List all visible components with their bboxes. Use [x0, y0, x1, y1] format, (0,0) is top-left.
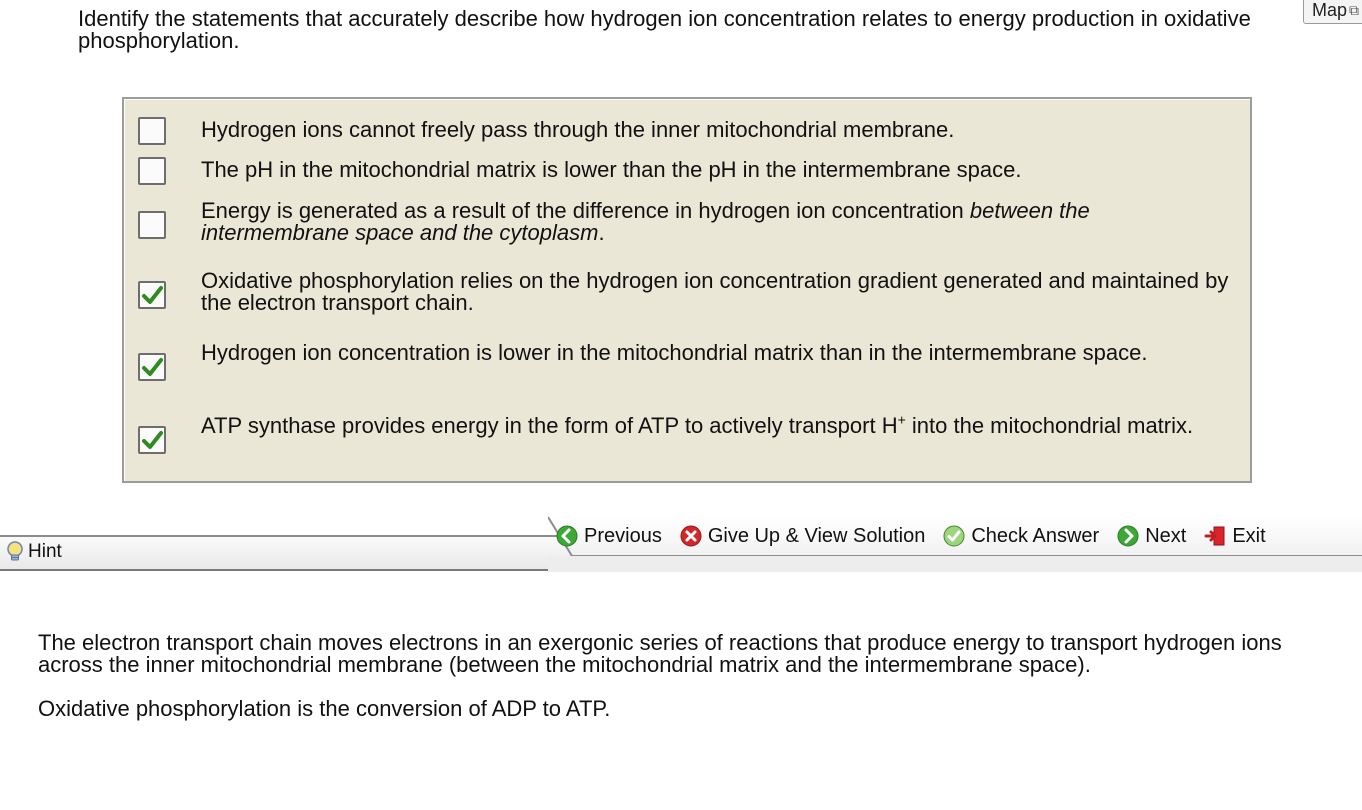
x-circle-icon [680, 525, 702, 547]
give-up-button[interactable] [680, 525, 926, 548]
choice-text-part: into the mitochondrial matrix. [905, 413, 1194, 438]
checkmark-icon [141, 356, 163, 378]
give-up-label: Give Up & View Solution [707, 524, 926, 547]
action-toolbar [0, 516, 1362, 576]
checkmark-icon [141, 429, 163, 451]
arrow-right-circle-icon [1117, 525, 1139, 547]
previous-button[interactable] [556, 525, 662, 548]
choice-text: The pH in the mitochondrial matrix is lower than the pH in the intermembrane space. [201, 157, 1022, 182]
explanation-paragraph: Oxidative phosphorylation is the conversion of ADP to ATP. [38, 696, 611, 721]
answer-choices-panel [122, 97, 1252, 483]
map-tab-label: Map [1311, 0, 1347, 20]
choice-text: Hydrogen ions cannot freely pass through the inner mitochondrial membrane. [201, 117, 955, 142]
next-button[interactable] [1117, 525, 1186, 548]
choice-checkbox[interactable] [138, 117, 166, 145]
map-tab[interactable] [1303, 0, 1362, 24]
explanation-section [38, 632, 1328, 742]
popout-icon: ⧉ [1349, 2, 1359, 18]
lightbulb-icon [6, 541, 24, 563]
choice-text [201, 411, 1231, 438]
choice-text-part: . [598, 220, 605, 245]
check-answer-button[interactable] [943, 525, 1099, 548]
choice-text-emphasis: between the intermembrane space and the cytoplasm [201, 198, 1090, 245]
choice-text-part: ATP synthase provides energy in the form of ATP to actively transport H [201, 413, 898, 438]
checkmark-circle-icon [943, 525, 965, 547]
choice-text: Hydrogen ion concentration is lower in the mitochondrial matrix than in the intermembrane space. [201, 340, 1148, 365]
choice-text: Oxidative phosphorylation relies on the hydrogen ion concentration gradient generated and maintained by the electron transport chain. [201, 268, 1229, 315]
exit-door-icon [1204, 525, 1226, 547]
choice-checkbox[interactable] [138, 157, 166, 185]
choice-checkbox-checked[interactable] [138, 353, 166, 381]
nav-buttons [556, 523, 1284, 549]
choice-checkbox-checked[interactable] [138, 281, 166, 309]
choice-text-part: Energy is generated as a result of the difference in hydrogen ion concentration [201, 198, 970, 223]
exit-label: Exit [1232, 524, 1266, 547]
explanation-paragraph: The electron transport chain moves electrons in an exergonic series of reactions that produce energy to transport hydrogen ions across the inner mitochondrial membrane (between the mitochondrial matrix and the intermembrane space). [38, 630, 1282, 677]
hint-button[interactable] [6, 541, 62, 563]
superscript-plus: + [897, 411, 906, 428]
next-label: Next [1145, 524, 1187, 547]
exit-button[interactable] [1204, 525, 1265, 548]
hint-label: Hint [28, 541, 62, 562]
checkmark-icon [141, 284, 163, 306]
choice-checkbox[interactable] [138, 211, 166, 239]
check-answer-label: Check Answer [971, 524, 1100, 547]
question-text: Identify the statements that accurately describe how hydrogen ion concentration relates to energy production in oxidative phosphorylation. [78, 6, 1251, 53]
arrow-left-circle-icon [556, 525, 578, 547]
choice-text [201, 200, 1231, 244]
choice-checkbox-checked[interactable] [138, 426, 166, 454]
previous-label: Previous [584, 524, 662, 547]
